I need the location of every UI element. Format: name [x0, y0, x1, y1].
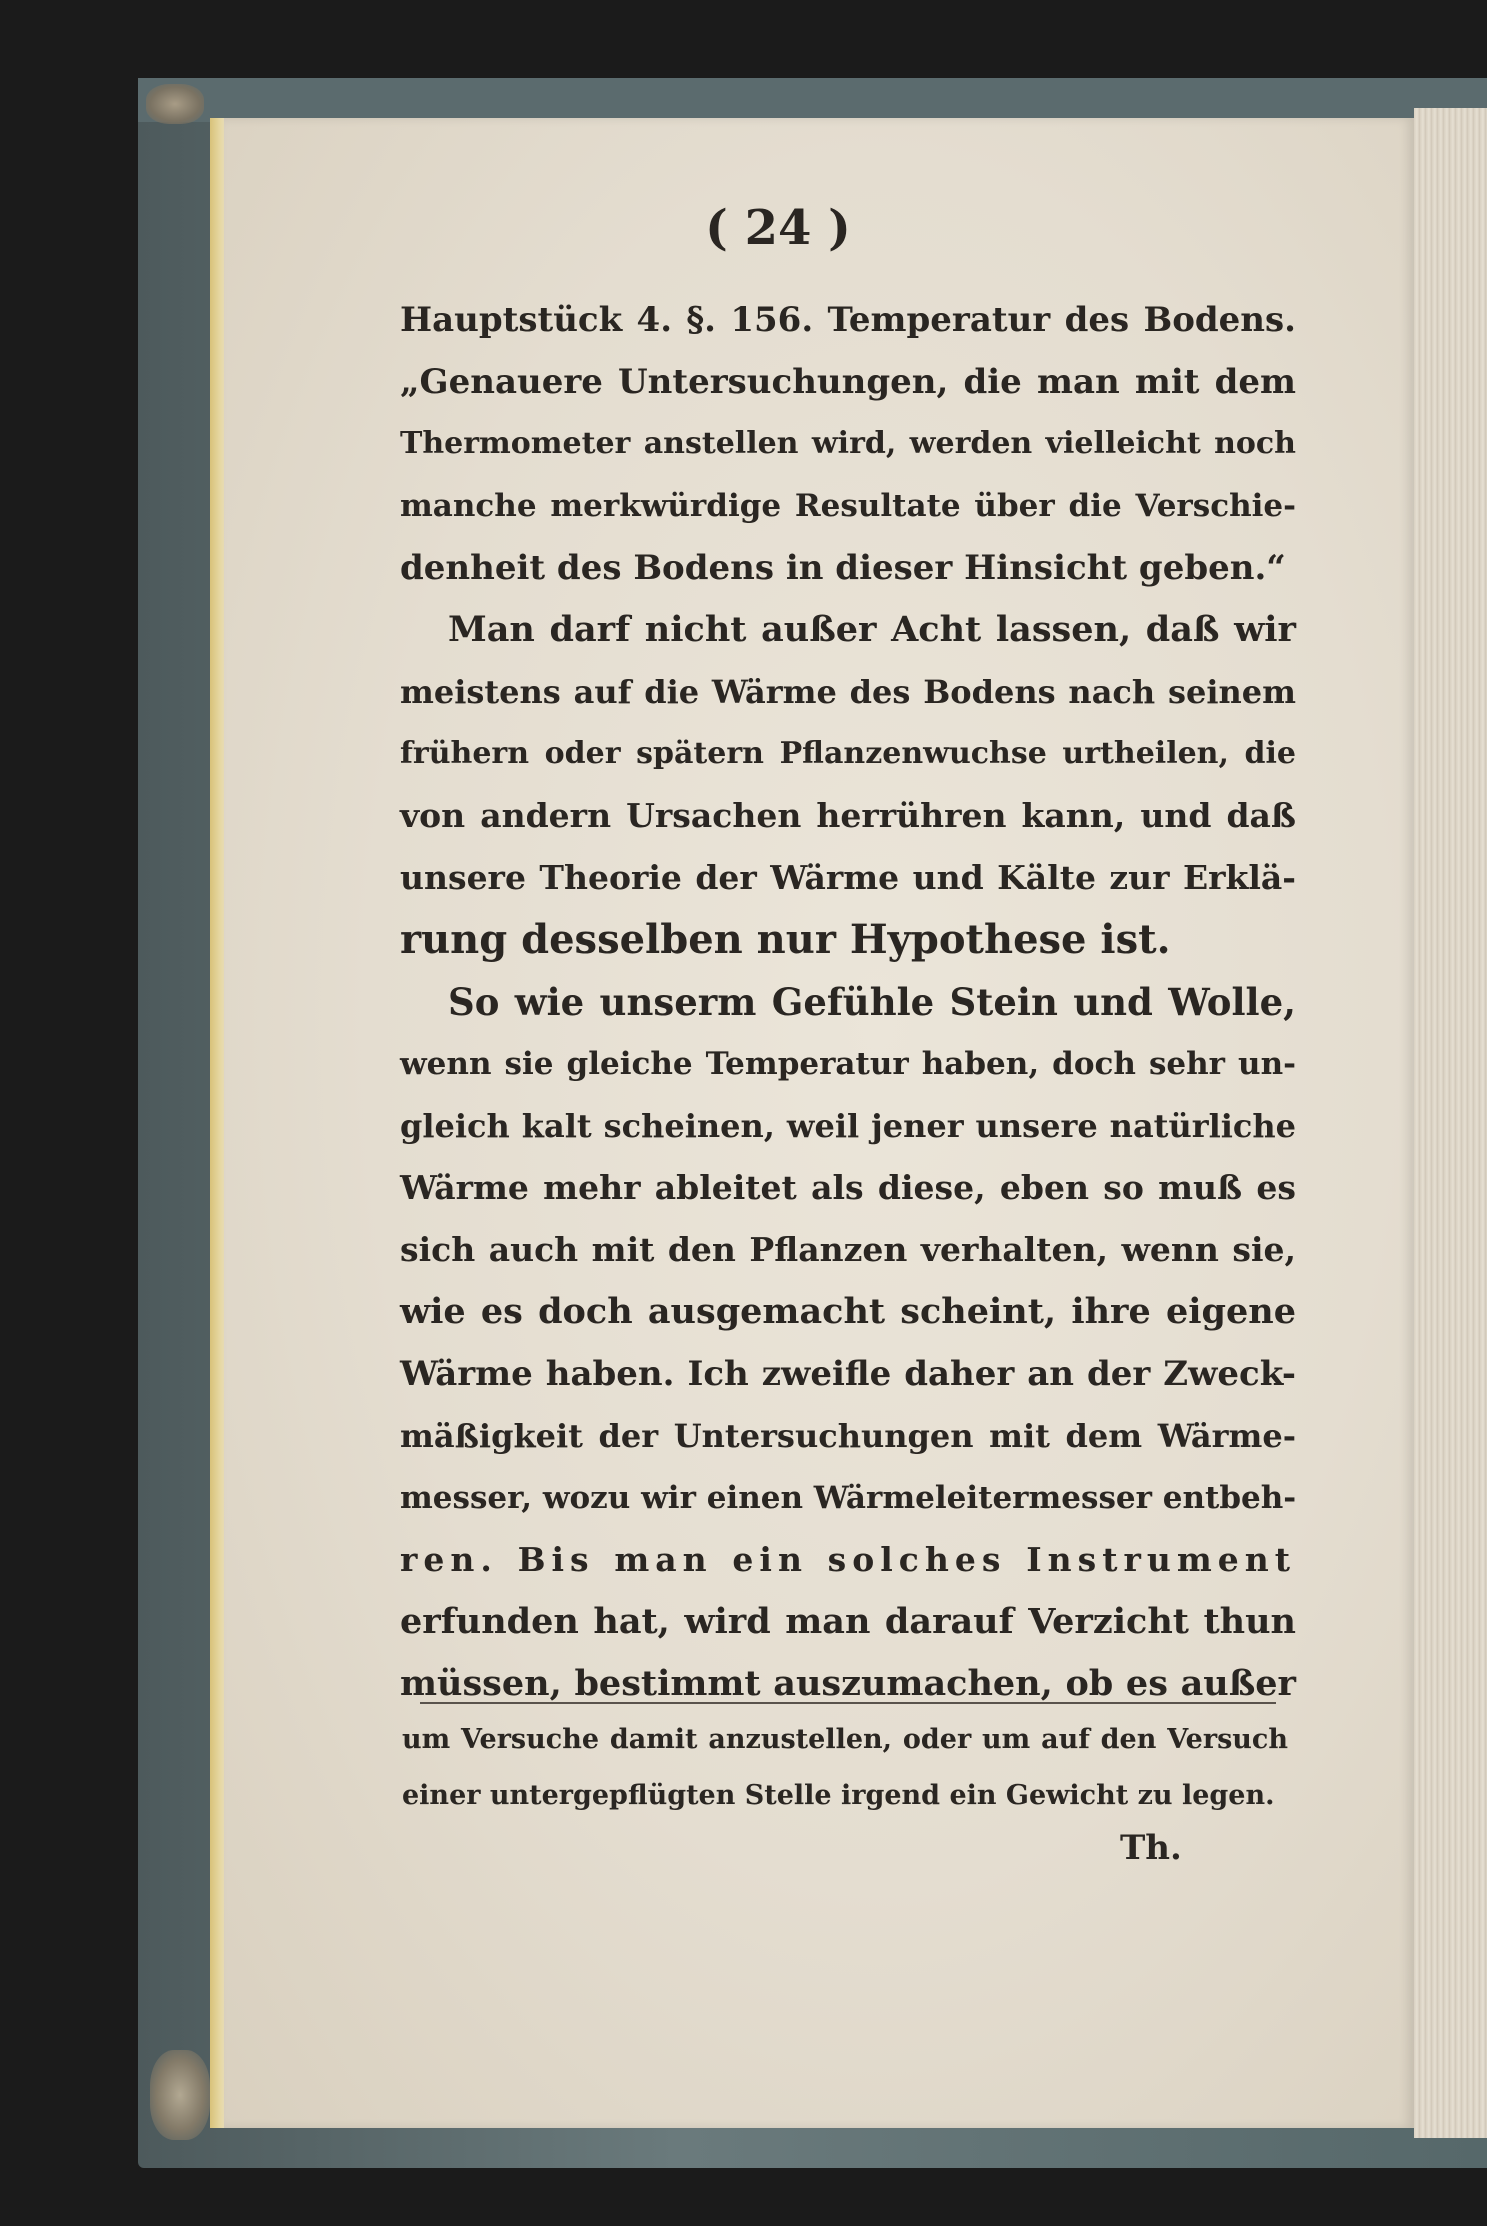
text-line: denheit des Bodens in dieser Hinsicht geben.“ — [400, 548, 1286, 588]
text-line: Wärme haben. Ich zweifle daher an der Zweck- — [400, 1354, 1296, 1394]
text-line: mäßigkeit der Untersuchungen mit dem Wärme- — [400, 1417, 1296, 1455]
text-line: wie es doch ausgemacht scheint, ihre eigene — [400, 1291, 1296, 1332]
book-cover-top-edge — [138, 78, 1487, 122]
text-line: gleich kalt scheinen, weil jener unsere natürliche — [400, 1107, 1296, 1145]
text-line: Man darf nicht außer Acht lassen, daß wir — [448, 609, 1296, 650]
text-line: Thermometer anstellen wird, werden vielleicht noch — [400, 426, 1296, 461]
text-line: manche merkwürdige Resultate über die Verschie- — [400, 488, 1296, 524]
text-line: ren. Bis man ein solches Instrument — [400, 1540, 1296, 1579]
text-line: unsere Theorie der Wärme und Kälte zur Erklä- — [400, 858, 1296, 897]
text-line: messer, wozu wir einen Wärmeleitermesser entbeh- — [400, 1480, 1297, 1516]
text-line: frühern oder spätern Pflanzenwuchse urtheilen, die — [400, 736, 1296, 771]
text-line: erfunden hat, wird man darauf Verzicht thun — [400, 1601, 1296, 1642]
text-line: wenn sie gleiche Temperatur haben, doch sehr un- — [400, 1046, 1296, 1082]
text-line: sich auch mit den Pflanzen verhalten, wenn sie, — [400, 1230, 1296, 1269]
text-line: müssen, bestimmt auszumachen, ob es außer — [400, 1663, 1296, 1704]
footnote-rule — [420, 1702, 1276, 1704]
text-line: So wie unserm Gefühle Stein und Wolle, — [448, 980, 1296, 1024]
footnote-signature: Th. — [1120, 1828, 1182, 1868]
page-number: ( 24 ) — [705, 200, 851, 256]
spine-wear-bottom — [150, 2050, 210, 2140]
text-line: meistens auf die Wärme des Bodens nach seinem — [400, 673, 1296, 711]
footnote-line: einer untergepflügten Stelle irgend ein Gewicht zu legen. — [402, 1780, 1275, 1811]
spine-wear-top — [146, 84, 204, 124]
page-fore-edge — [1414, 108, 1487, 2138]
footnote-line: um Versuche damit anzustellen, oder um auf den Versuch — [402, 1724, 1288, 1755]
text-line: von andern Ursachen herrühren kann, und daß — [400, 796, 1296, 835]
text-line: „Genauere Untersuchungen, die man mit dem — [400, 362, 1296, 402]
text-line: rung desselben nur Hypothese ist. — [400, 916, 1171, 963]
heading-line: Hauptstück 4. §. 156. Temperatur des Bodens. — [400, 300, 1296, 340]
text-line: Wärme mehr ableitet als diese, eben so muß es — [400, 1168, 1296, 1207]
